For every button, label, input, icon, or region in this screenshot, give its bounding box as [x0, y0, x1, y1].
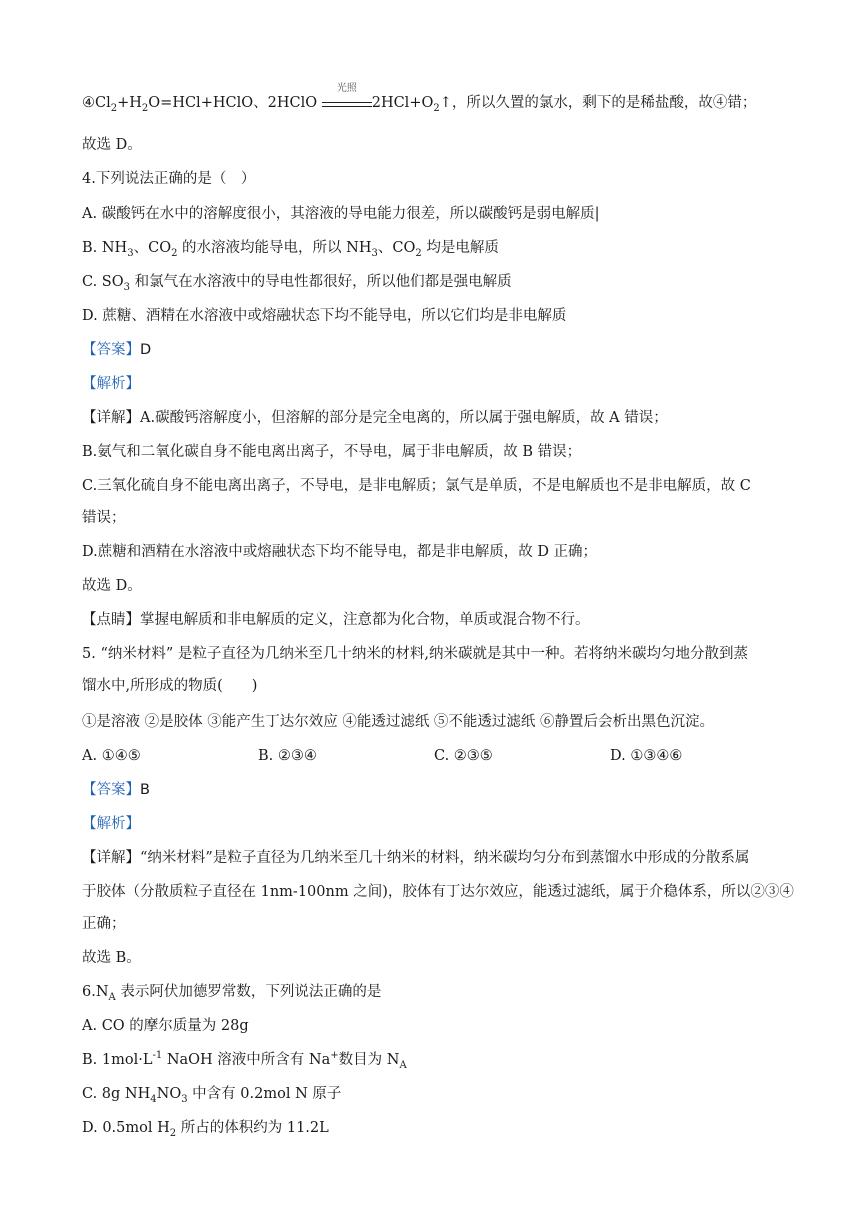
text-span: 、CO [133, 240, 172, 256]
text-span: B. 1mol·L [82, 1052, 153, 1068]
superscript: + [330, 1050, 339, 1062]
q6-option-d [82, 1118, 329, 1138]
detail-tag: 【详解】 [82, 850, 140, 866]
text-span: C. SO [82, 274, 124, 290]
subscript: 2 [141, 102, 149, 114]
q5-option-a: A. ①④⑤ [82, 748, 141, 764]
subscript: 2 [169, 1127, 177, 1139]
detail-tag: 【详解】 [82, 410, 140, 426]
q4-analysis-tag [82, 374, 140, 394]
text-span: 表示阿伏加德罗常数，下列说法正确的是 [115, 984, 382, 1000]
q4-answer [82, 340, 151, 360]
q5-detail-2: 于胶体（分散质粒子直径在 1nm-100nm 之间)，胶体有丁达尔效应，能透过滤纸，属于介稳体系，所以②③④ [82, 884, 794, 900]
text-span: NO [156, 1086, 182, 1102]
reaction-condition [322, 83, 372, 107]
prev-equation-line [82, 83, 757, 114]
q6-option-a: A. CO 的摩尔质量为 28g [82, 1018, 249, 1034]
text-span: NaOH 溶液中所含有 Na [162, 1052, 331, 1068]
text-span: +H [117, 95, 142, 111]
q4-detail-b: B.氨气和二氧化碳自身不能电离出离子，不导电，属于非电解质，故 B 错误； [82, 444, 582, 460]
subscript: 4 [150, 1093, 157, 1105]
q4-detail-c2: 错误； [82, 510, 126, 526]
q4-option-b [82, 238, 499, 258]
q5-items: ①是溶液 ②是胶体 ③能产生丁达尔效应 ④能透过滤纸 ⑤不能透过滤纸 ⑥静置后会析出黑色沉淀。 [82, 714, 715, 730]
subscript: 3 [123, 281, 130, 293]
text-span: 6.N [82, 984, 109, 1000]
q4-option-c [82, 272, 512, 292]
answer-tag: 【答案】 [82, 782, 140, 798]
q5-select: 故选 B。 [82, 950, 141, 966]
answer-value: D [140, 342, 152, 358]
tip-tag: 【点睛】 [82, 612, 140, 628]
q4-option-d: D. 蔗糖、酒精在水溶液中或熔融状态下均不能导电，所以它们均是非电解质 [82, 308, 567, 324]
q5-stem-1: 5. “纳米材料” 是粒子直径为几纳米至几十纳米的材料,纳米碳就是其中一种。若将纳米碳均匀地分散到蒸 [82, 646, 748, 662]
q5-option-b: B. ②③④ [258, 748, 317, 764]
q4-detail-c1: C.三氧化硫自身不能电离出离子，不导电，是非电解质；氯气是单质，不是电解质也不是非电解质，故 C [82, 478, 751, 494]
text-span: 、CO [377, 240, 416, 256]
text-span: 均是电解质 [421, 240, 499, 256]
q4-option-a: A. 碳酸钙在水中的溶解度很小，其溶液的导电能力很差，所以碳酸钙是弱电解质| [82, 206, 600, 222]
text-span: D. 0.5mol H [82, 1120, 170, 1136]
text-span: A.碳酸钙溶解度小，但溶解的部分是完全电离的，所以属于强电解质，故 A 错误； [140, 410, 668, 426]
q6-option-b [82, 1050, 407, 1070]
analysis-tag: 【解析】 [82, 816, 140, 832]
q5-detail-1 [82, 848, 749, 868]
subscript: 3 [127, 247, 134, 259]
text-span: 2HCl+O [371, 95, 434, 111]
text-span: 数目为 N [338, 1052, 400, 1068]
prev-select: 故选 D。 [82, 137, 142, 153]
subscript: A [399, 1059, 407, 1071]
subscript: 2 [433, 102, 440, 114]
condition-label: 光照 [336, 83, 357, 94]
text-span: 中含有 0.2mol N 原子 [187, 1086, 342, 1102]
subscript: 2 [415, 247, 422, 259]
q5-stem-2: 馏水中,所形成的物质( ) [82, 678, 258, 694]
q4-select: 故选 D。 [82, 578, 142, 594]
q5-option-d: D. ①③④⑥ [610, 748, 683, 764]
text-span: B. NH [82, 240, 128, 256]
text-span: ↑，所以久置的氯水，剩下的是稀盐酸，故④错； [439, 95, 757, 111]
text-span: C. 8g NH [82, 1086, 151, 1102]
q5-answer [82, 780, 150, 800]
q6-stem [82, 982, 381, 1002]
answer-value: B [140, 782, 150, 798]
text-span: “纳米材料”是粒子直径为几纳米至几十纳米的材料，纳米碳均匀分布到蒸馏水中形成的分散系属 [140, 850, 750, 866]
answer-tag: 【答案】 [82, 342, 140, 358]
text-span: 掌握电解质和非电解质的定义，注意都为化合物，单质或混合物不行。 [140, 612, 590, 628]
text-span: ④Cl [82, 95, 111, 111]
text-span: 的水溶液均能导电，所以 NH [177, 240, 372, 256]
q5-option-c: C. ②③⑤ [434, 748, 493, 764]
superscript: -1 [152, 1050, 163, 1062]
subscript: A [108, 991, 116, 1003]
q4-detail-d: D.蔗糖和酒精在水溶液中或熔融状态下均不能导电，都是非电解质，故 D 正确； [82, 544, 598, 560]
analysis-tag: 【解析】 [82, 376, 140, 392]
q6-option-c [82, 1084, 341, 1104]
subscript: 2 [171, 247, 178, 259]
subscript: 2 [110, 102, 118, 114]
double-line-icon [322, 102, 372, 107]
q4-detail-a [82, 408, 668, 428]
subscript: 3 [181, 1093, 188, 1105]
q4-stem: 4.下列说法正确的是（ ） [82, 171, 256, 187]
text-span: O=HCl+HClO、2HClO [148, 95, 318, 111]
q5-detail-3: 正确； [82, 916, 126, 932]
q4-tip [82, 610, 590, 630]
text-span: 和氯气在水溶液中的导电性都很好，所以他们都是强电解质 [130, 274, 512, 290]
q5-analysis-tag [82, 814, 140, 834]
subscript: 3 [371, 247, 378, 259]
text-span: 所占的体积约为 11.2L [176, 1120, 329, 1136]
